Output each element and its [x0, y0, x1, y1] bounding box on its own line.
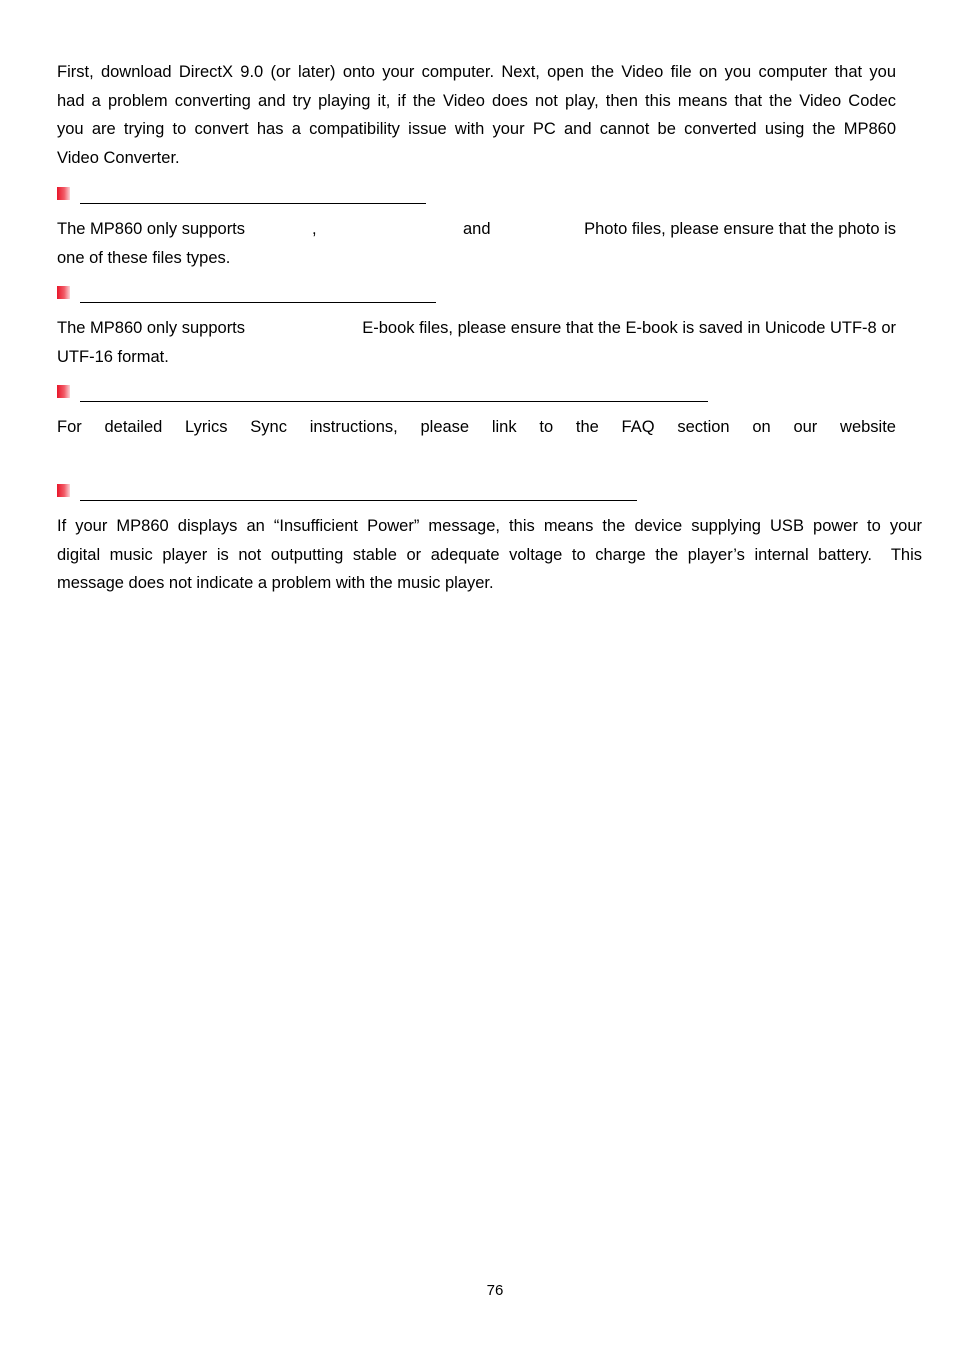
ebook-line-1: [57, 314, 896, 343]
photo-paragraph: [57, 215, 896, 272]
photo-text-1: The MP860 only supports: [57, 220, 246, 238]
heading-underline: [80, 203, 426, 204]
bullet-icon: [57, 286, 70, 299]
intro-line-2: had a problem converting and try playing it, if the Video does not play, then this means that the Video Codec: [57, 91, 896, 110]
heading-underline: [80, 302, 436, 303]
photo-text-3: and: [463, 220, 491, 238]
intro-line-4: Video Converter.: [57, 148, 180, 167]
photo-text-4: Photo files, please ensure that the photo is: [584, 220, 896, 238]
intro-line-3: you are trying to convert has a compatibility issue with your PC and cannot be converted using the MP860: [57, 120, 896, 139]
photo-line-1: [57, 215, 896, 244]
bullet-icon: [57, 187, 70, 200]
bullet-icon: [57, 385, 70, 398]
ebook-line-2: UTF-16 format.: [57, 347, 169, 366]
power-line-2: digital music player is not outputting stable or adequate voltage to charge the player’s internal battery. This: [57, 545, 922, 564]
page-number: 76: [486, 1282, 504, 1299]
intro-paragraph: [57, 58, 896, 172]
power-line-3: message does not indicate a problem with the music player.: [57, 574, 494, 593]
lyrics-paragraph: [57, 413, 896, 442]
intro-line-1: First, download DirectX 9.0 (or later) onto your computer. Next, open the Video file on you computer that you: [57, 63, 896, 81]
heading-underline: [80, 500, 637, 501]
photo-line-2: one of these files types.: [57, 248, 231, 267]
heading-underline: [80, 401, 708, 402]
power-paragraph: [57, 512, 922, 598]
power-line-1: If your MP860 displays an “Insufficient Power” message, this means the device supplying USB power to your: [57, 517, 922, 535]
ebook-text-1: The MP860 only supports: [57, 319, 246, 337]
photo-text-2: ,: [312, 220, 317, 238]
ebook-text-2: E-book files, please ensure that the E-book is saved in Unicode UTF-8 or: [362, 319, 896, 337]
bullet-icon: [57, 484, 70, 497]
lyrics-line-1: For detailed Lyrics Sync instructions, please link to the FAQ section on our website: [57, 418, 896, 436]
ebook-paragraph: [57, 314, 896, 371]
